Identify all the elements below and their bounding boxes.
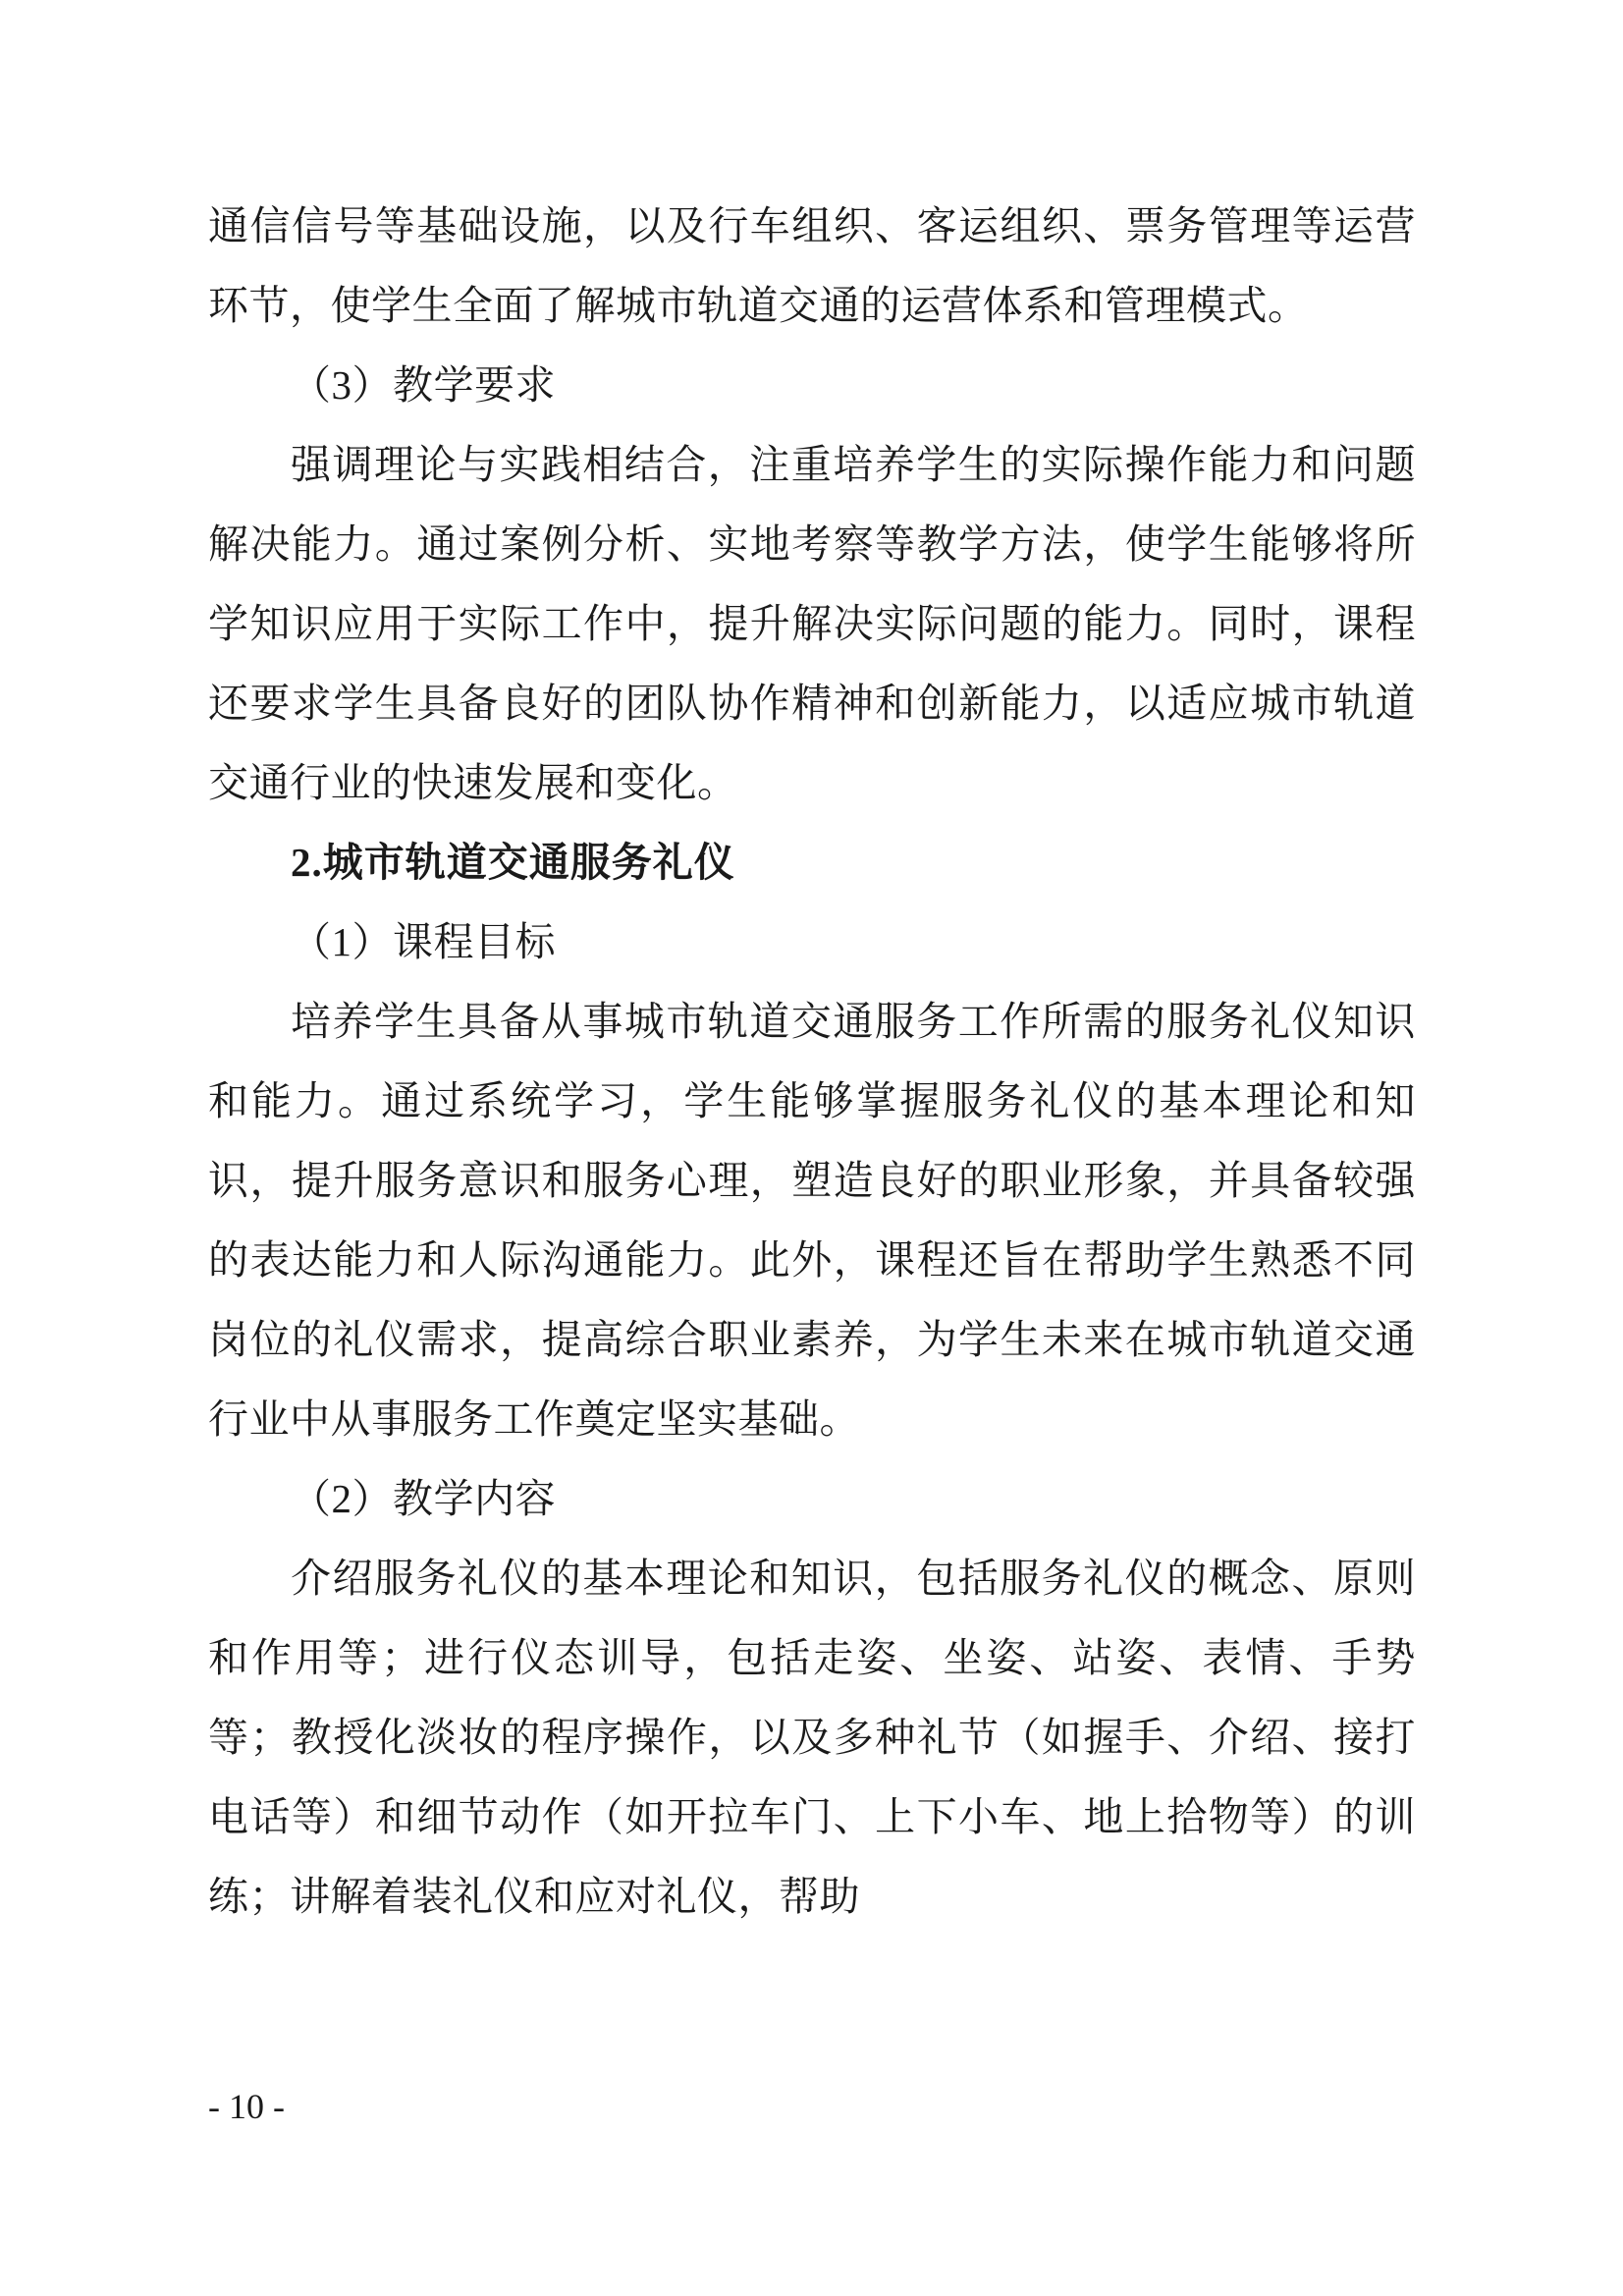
- paragraph-infrastructure-operations: 通信信号等基础设施，以及行车组织、客运组织、票务管理等运营环节，使学生全面了解城市轨道交通的运营体系和管理模式。: [208, 203, 1416, 328]
- subheading-teaching-content: （2）教学内容: [291, 1476, 556, 1521]
- page-number: - 10 -: [208, 2087, 285, 2126]
- paragraph-course-goal: 培养学生具备从事城市轨道交通服务工作所需的服务礼仪知识和能力。通过系统学习，学生能够掌握服务礼仪的基本理论和知识，提升服务意识和服务心理，塑造良好的职业形象，并具备较强的表达能力和人际沟通能力。此外，课程还旨在帮助学生熟悉不同岗位的礼仪需求，提高综合职业素养，为学生未来在城市轨道交通行业中从事服务工作奠定坚实基础。: [208, 999, 1416, 1442]
- subheading-teaching-requirements: （3）教学要求: [291, 362, 556, 408]
- paragraph-teaching-content: 介绍服务礼仪的基本理论和知识，包括服务礼仪的概念、原则和作用等；进行仪态训导，包括走姿、坐姿、站姿、表情、手势等；教授化淡妆的程序操作，以及多种礼节（如握手、介绍、接打电话等）和细节动作（如开拉车门、上下小车、地上拾物等）的训练；讲解着装礼仪和应对礼仪，帮助: [208, 1556, 1416, 1919]
- heading-service-etiquette-course: 2.城市轨道交通服务礼仪: [291, 840, 735, 885]
- subheading-course-goal: （1）课程目标: [291, 919, 556, 964]
- page-content: [208, 187, 1416, 1937]
- paragraph-teaching-requirements: 强调理论与实践相结合，注重培养学生的实际操作能力和问题解决能力。通过案例分析、实地考察等教学方法，使学生能够将所学知识应用于实际工作中，提升解决实际问题的能力。同时，课程还要求学生具备良好的团队协作精神和创新能力，以适应城市轨道交通行业的快速发展和变化。: [208, 442, 1416, 805]
